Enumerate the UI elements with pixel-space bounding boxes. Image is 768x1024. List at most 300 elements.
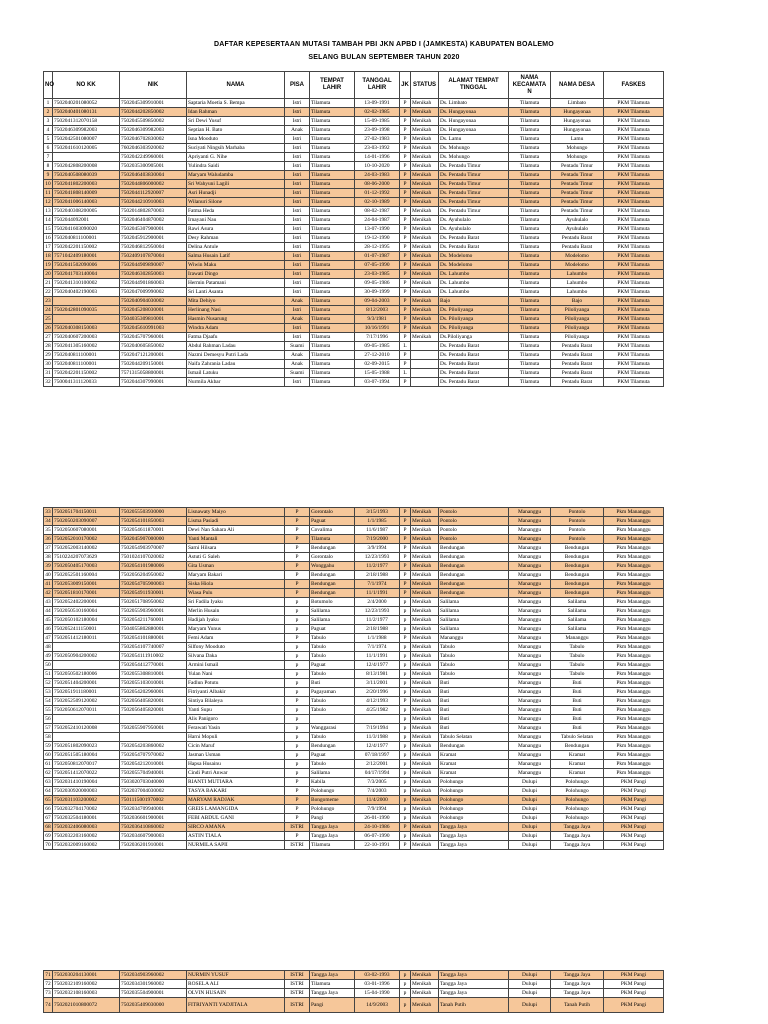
cell-kecamatan: Tilamuta (509, 315, 551, 324)
cell-pisa: p (285, 661, 310, 670)
cell-faskes: Pkm Mananggu (604, 688, 664, 697)
cell-status: Menikah (411, 234, 439, 243)
cell-tanggal-lahir: 9/3/1981 (355, 315, 400, 324)
cell-nik: 7502056405820001 (120, 697, 187, 706)
cell-alamat: Ds. Hungayonaa (439, 108, 509, 117)
header-jk: JK (400, 72, 411, 99)
cell-tempat-lahir: Bendungan (310, 580, 355, 589)
cell-tanggal-lahir: 14-01-1996 (355, 153, 400, 162)
cell-tempat-lahir: Bongomeme (310, 796, 355, 805)
cell-jk: P (400, 288, 411, 297)
cell-tempat-lahir: Tilamuta (310, 306, 355, 315)
cell-pisa: Istri (285, 270, 310, 279)
cell-kecamatan: Mananggu (509, 751, 551, 760)
cell-status: Menikah (411, 805, 439, 814)
table-row (44, 342, 664, 351)
cell-jk: P (400, 252, 411, 261)
cell-faskes: Pkm Mananggu (604, 733, 664, 742)
cell-tempat-lahir: Tangga Jaya (310, 823, 355, 832)
cell-status: Menikah (411, 99, 439, 108)
cell-nama: Irnayani Nau (187, 216, 285, 225)
cell-nama: Irawati Dingo (187, 270, 285, 279)
cell-desa: Polohungo (551, 787, 604, 796)
cell-jk: P (400, 171, 411, 180)
cell-kecamatan: Tilamuta (509, 360, 551, 369)
cell-no: 63 (45, 779, 51, 785)
cell-desa: Bendungan (551, 580, 604, 589)
cell-faskes: PKM Tilamuta (604, 180, 664, 189)
cell-status: Menikah (411, 252, 439, 261)
cell-alamat: Ds. Pentadu Barat (439, 234, 509, 243)
table-row (44, 535, 664, 544)
cell-faskes: PKM Tilamuta (604, 324, 664, 333)
cell-faskes: PKM Tilamuta (604, 99, 664, 108)
document-subtitle: SELANG BULAN SEPTEMBER TAHUN 2020 (308, 54, 460, 61)
cell-nama: ASTIN TIALA (187, 832, 285, 841)
cell-no-kk: 7502052501160004 (53, 571, 120, 580)
cell-jk: p (400, 715, 411, 724)
table-row (44, 706, 664, 715)
cell-nik: 7502042249960001 (120, 153, 187, 162)
cell-jk: p (400, 688, 411, 697)
cell-no: 51 (45, 671, 51, 677)
cell-no-kk: 7502051412180011 (53, 634, 120, 643)
cell-no: 72 (45, 981, 51, 987)
cell-alamat: Tabulo (439, 661, 509, 670)
cell-alamat: Ds. Mohungo (439, 144, 509, 153)
table-row (44, 562, 664, 571)
cell-alamat: Ds. Modelomo (439, 252, 509, 261)
cell-status: Menikah (411, 144, 439, 153)
cell-no-kk: 7500041311120033 (53, 378, 120, 387)
cell-faskes: Pkm Mananggu (604, 715, 664, 724)
cell-desa: Modelomo (551, 261, 604, 270)
cell-status: Menikah (411, 535, 439, 544)
cell-alamat: Pontolo (439, 508, 509, 517)
table-row (44, 144, 664, 153)
cell-alamat: Buti (439, 715, 509, 724)
cell-nama: GREIS LAMANGIDA (187, 805, 285, 814)
cell-tanggal-lahir: 22-10-1991 (355, 841, 400, 850)
cell-alamat: Tangga Jaya (439, 823, 509, 832)
cell-kecamatan: Mananggu (509, 679, 551, 688)
cell-tanggal-lahir: 01-12-1992 (355, 189, 400, 198)
cell-alamat: Pontolo (439, 517, 509, 526)
cell-jk: p (400, 598, 411, 607)
cell-alamat: Ds. Hungayonaa (439, 126, 509, 135)
cell-status: Menikah (411, 751, 439, 760)
cell-nama: Maryam Yunus (187, 625, 285, 634)
cell-pisa: P (285, 697, 310, 706)
cell-faskes: PKM Tilamuta (604, 306, 664, 315)
cell-nik: 7502056405820001 (120, 706, 187, 715)
cell-kecamatan: Mananggu (509, 643, 551, 652)
cell-tanggal-lahir: 12/4/1977 (355, 742, 400, 751)
cell-desa: Pentadu Barat (551, 234, 604, 243)
cell-faskes: PKM Pangi (604, 980, 664, 989)
cell-alamat: Bendungan (439, 544, 509, 553)
cell-no: 10 (45, 181, 51, 187)
cell-tanggal-lahir: 11/2/1977 (355, 616, 400, 625)
cell-alamat: Buti (439, 697, 509, 706)
cell-nik: 7502055503930000 (120, 508, 187, 517)
cell-nama: SIRCO AMANA (187, 823, 285, 832)
cell-alamat: Salilama (439, 616, 509, 625)
cell-desa: Pentadu Barat (551, 243, 604, 252)
cell-pisa: ISTRI (285, 823, 310, 832)
table-row (44, 580, 664, 589)
cell-alamat: Buti (439, 679, 509, 688)
cell-no: 15 (45, 226, 51, 232)
cell-desa: Limbato (551, 99, 604, 108)
cell-jk: P (400, 234, 411, 243)
cell-nik: 7502045208030001 (120, 306, 187, 315)
cell-desa: Pontolo (551, 517, 604, 526)
cell-alamat: Bendungan (439, 562, 509, 571)
cell-pisa: ISTRI (285, 841, 310, 850)
cell-status: Menikah (411, 207, 439, 216)
table-row (44, 634, 664, 643)
cell-no: 13 (45, 208, 51, 214)
cell-nik: 7502014802870003 (120, 207, 187, 216)
cell-nama: Silfony Mooduto (187, 643, 285, 652)
cell-tanggal-lahir: 03-02-1993 (355, 971, 400, 980)
cell-tanggal-lahir: 8/13/1981 (355, 670, 400, 679)
cell-pisa: Istri (285, 216, 310, 225)
cell-kecamatan: Tilamuta (509, 108, 551, 117)
cell-nama: Gita Usman (187, 562, 285, 571)
cell-nik: 7502044806000002 (120, 180, 187, 189)
table-row (44, 360, 664, 369)
table-row (44, 832, 664, 841)
cell-tempat-lahir: Botumolo (310, 598, 355, 607)
cell-kecamatan: Mananggu (509, 544, 551, 553)
cell-no-kk: 7502042501080007 (53, 135, 120, 144)
cell-no-kk: 7502050904200002 (53, 652, 120, 661)
cell-jk: P (400, 216, 411, 225)
cell-tanggal-lahir: 11/2/1977 (355, 562, 400, 571)
header-tanggal-lahir: TANGGAL LAHIR (355, 72, 400, 99)
cell-faskes: Pkm Mananggu (604, 553, 664, 562)
cell-pisa: Istri (285, 180, 310, 189)
cell-status: Menikah (411, 989, 439, 998)
cell-tanggal-lahir: 04/17/1994 (355, 769, 400, 778)
cell-nik: 7502409107870004 (120, 252, 187, 261)
cell-desa: Kramat (551, 760, 604, 769)
cell-desa: Pentadu Timur (551, 162, 604, 171)
cell-tempat-lahir: Tilamuta (310, 243, 355, 252)
cell-alamat: Bendungan (439, 742, 509, 751)
cell-nik: 7501024107020002 (120, 553, 187, 562)
cell-nik: 7502056204950002 (120, 571, 187, 580)
cell-nama: Armini Ismail (187, 661, 285, 670)
cell-desa: Mohungo (551, 144, 604, 153)
cell-jk: P (400, 189, 411, 198)
cell-faskes: Pkm Mananggu (604, 589, 664, 598)
cell-desa: Pentadu Timur (551, 189, 604, 198)
cell-nik: 7502034903960002 (120, 971, 187, 980)
cell-status: Menikah (411, 189, 439, 198)
cell-desa: Hungayonaa (551, 126, 604, 135)
cell-faskes: PKM Pangi (604, 778, 664, 787)
cell-alamat: Ds. Piloliyanga (439, 324, 509, 333)
cell-kecamatan: Dulupi (509, 989, 551, 998)
cell-status: Menikah (411, 688, 439, 697)
cell-nik: 7502046403830004 (120, 171, 187, 180)
cell-jk: P (400, 580, 411, 589)
cell-no-kk (53, 715, 120, 724)
table-row (44, 989, 664, 998)
cell-tanggal-lahir: 2/4/2000 (355, 598, 400, 607)
cell-jk: P (400, 634, 411, 643)
cell-nik: 7502055704940001 (120, 769, 187, 778)
cell-pisa: Istri (285, 171, 310, 180)
cell-pisa: Istri (285, 189, 310, 198)
cell-nik: 7502044901860003 (120, 279, 187, 288)
cell-tempat-lahir: Tilamuta (310, 144, 355, 153)
cell-jk: P (400, 324, 411, 333)
cell-tanggal-lahir (355, 715, 400, 724)
cell-kecamatan: Mananggu (509, 598, 551, 607)
cell-faskes: Pkm Mananggu (604, 607, 664, 616)
cell-tempat-lahir: Tilamuta (310, 369, 355, 378)
cell-tanggal-lahir: 12/4/1977 (355, 661, 400, 670)
cell-nama: Herlinang Nasi (187, 306, 285, 315)
cell-kecamatan: Tilamuta (509, 126, 551, 135)
cell-desa: Pentadu Timur (551, 198, 604, 207)
cell-status: Menikah (411, 715, 439, 724)
cell-faskes: PKM Tilamuta (604, 207, 664, 216)
table-row (44, 180, 664, 189)
cell-no: 47 (45, 635, 51, 641)
cell-faskes: PKM Tilamuta (604, 360, 664, 369)
cell-alamat: Ds. Limbato (439, 99, 509, 108)
cell-nik: 7502045307900001 (120, 225, 187, 234)
cell-nama: NURMIN YUSUF (187, 971, 285, 980)
cell-jk: L (400, 342, 411, 351)
table-row (44, 189, 664, 198)
cell-tempat-lahir: Tilamuta (310, 198, 355, 207)
cell-nik: 7504055802880001 (120, 625, 187, 634)
cell-desa: Pentadu Timur (551, 171, 604, 180)
cell-no: 28 (45, 343, 51, 349)
cell-tempat-lahir: Bendungan (310, 544, 355, 553)
cell-tempat-lahir: Tilamuta (310, 189, 355, 198)
cell-nama: Septian H. Bato (187, 126, 285, 135)
cell-kecamatan: Tilamuta (509, 153, 551, 162)
header-no-kk: NO KK (53, 72, 120, 99)
cell-pisa: Suami (285, 369, 310, 378)
cell-nik: 7502045907000000 (120, 535, 187, 544)
cell-tempat-lahir: Pangi (310, 998, 355, 1013)
cell-tanggal-lahir: 02-09-2015 (355, 360, 400, 369)
cell-no: 66 (45, 806, 51, 812)
cell-no: 34 (45, 518, 51, 524)
cell-pisa: ISTRI (285, 989, 310, 998)
cell-alamat: Bajo (439, 297, 509, 306)
cell-pisa: p (285, 724, 310, 733)
cell-no: 14 (45, 217, 51, 223)
table-row (44, 243, 664, 252)
cell-no: 56 (45, 716, 51, 722)
cell-tanggal-lahir: 08-02-1987 (355, 207, 400, 216)
cell-faskes: PKM Tilamuta (604, 171, 664, 180)
cell-alamat: Ds. Pentadu Timur (439, 189, 509, 198)
cell-no-kk: 7571042409180001 (53, 252, 120, 261)
cell-status: Menikah (411, 616, 439, 625)
cell-nama: NURMILA SAPII (187, 841, 285, 850)
cell-status: Menikah (411, 225, 439, 234)
header-pisa: PISA (285, 72, 310, 99)
cell-no-kk: 7502050405170003 (53, 562, 120, 571)
cell-alamat: Tangga Jaya (439, 841, 509, 850)
cell-jk: P (400, 135, 411, 144)
cell-tanggal-lahir: 7/19/2000 (355, 535, 400, 544)
cell-nama: Cicin Maruf (187, 742, 285, 751)
cell-desa: Buti (551, 688, 604, 697)
cell-desa: Salilama (551, 607, 604, 616)
cell-desa: Tabulo (551, 652, 604, 661)
table-row (44, 162, 664, 171)
table-row (44, 153, 664, 162)
cell-nik (120, 733, 187, 742)
cell-pisa: Istri (285, 108, 310, 117)
cell-kecamatan: Dulupi (509, 980, 551, 989)
cell-status: Menikah (411, 760, 439, 769)
cell-tanggal-lahir: 02-10-1989 (355, 198, 400, 207)
cell-desa: Lahumbo (551, 279, 604, 288)
cell-alamat: Salilama (439, 607, 509, 616)
cell-nik: 7501115001970002 (120, 796, 187, 805)
cell-alamat: Ds.Piloliyanga (439, 333, 509, 342)
cell-no: 68 (45, 824, 51, 830)
cell-tempat-lahir: Tilamuta (310, 108, 355, 117)
cell-tanggal-lahir: 12/23/1993 (355, 553, 400, 562)
cell-desa: Tabulo Selatan (551, 733, 604, 742)
cell-nama: Yanti Supu (187, 706, 285, 715)
cell-faskes: PKM Tilamuta (604, 216, 664, 225)
cell-desa: Bendungan (551, 742, 604, 751)
cell-alamat: Ds. Pentadu Timur (439, 180, 509, 189)
cell-jk: p (400, 787, 411, 796)
cell-kecamatan: Mananggu (509, 742, 551, 751)
cell-no-kk: 7510224207073629 (53, 553, 120, 562)
cell-tempat-lahir: Tabulo (310, 733, 355, 742)
cell-no-kk: 7502030204130001 (53, 971, 120, 980)
cell-nik: 7502044210910003 (120, 198, 187, 207)
cell-tanggal-lahir: 11/3/1988 (355, 733, 400, 742)
cell-pisa: p (285, 643, 310, 652)
cell-status: Menikah (411, 679, 439, 688)
cell-jk: p (400, 998, 411, 1013)
cell-no: 16 (45, 235, 51, 241)
table-row (44, 688, 664, 697)
cell-status: Menikah (411, 787, 439, 796)
cell-tempat-lahir: Wanggarasi (310, 724, 355, 733)
cell-no-kk: 7502052411150001 (53, 625, 120, 634)
cell-kecamatan: Tilamuta (509, 117, 551, 126)
cell-status: Menikah (411, 652, 439, 661)
cell-nik: 7502054101880001 (120, 634, 187, 643)
cell-nik: 7502054705900003 (120, 580, 187, 589)
cell-no-kk: 7502041808140009 (53, 189, 120, 198)
header-status: STATUS (411, 72, 439, 99)
cell-status: Menikah (411, 333, 439, 342)
cell-jk: P (400, 571, 411, 580)
cell-no: 40 (45, 572, 51, 578)
cell-no: 39 (45, 563, 51, 569)
cell-alamat: Buti (439, 688, 509, 697)
cell-tempat-lahir: Tilamuta (310, 351, 355, 360)
cell-pisa: p (285, 769, 310, 778)
cell-no: 48 (45, 644, 51, 650)
table-row (44, 769, 664, 778)
cell-desa: Piloliyanga (551, 315, 604, 324)
cell-desa: Lahumbo (551, 288, 604, 297)
cell-pisa: P (285, 535, 310, 544)
cell-jk: L (400, 369, 411, 378)
cell-nama: Sarni Hilsara (187, 544, 285, 553)
cell-alamat: Ds. Pentadu Barat (439, 378, 509, 387)
cell-jk: p (400, 805, 411, 814)
cell-tempat-lahir: Tilamuta (310, 234, 355, 243)
cell-no-kk: 7502051911180001 (53, 688, 120, 697)
cell-tanggal-lahir: 24-10-1986 (355, 823, 400, 832)
cell-desa: Pentadu Barat (551, 378, 604, 387)
cell-no: 6 (44, 144, 53, 153)
cell-pisa: P (285, 508, 310, 517)
cell-alamat: Ds. Pentadu Barat (439, 369, 509, 378)
cell-alamat: Ds. Lahumbo (439, 288, 509, 297)
cell-nama: Sri Wahyuni Lagili (187, 180, 285, 189)
cell-pisa: Istri (285, 153, 310, 162)
cell-nik: 7502046302850003 (120, 270, 187, 279)
cell-tanggal-lahir: 7/1/1974 (355, 643, 400, 652)
cell-faskes: PKM Tilamuta (604, 234, 664, 243)
cell-tanggal-lahir: 7/1/1974 (355, 580, 400, 589)
cell-no-kk: 7502042808200008 (53, 162, 120, 171)
cell-tanggal-lahir: 02-02-1985 (355, 108, 400, 117)
cell-no-kk (53, 315, 120, 324)
cell-pisa: Anak (285, 126, 310, 135)
cell-pisa: ISTRI (285, 998, 310, 1013)
cell-status: Menikah (411, 625, 439, 634)
cell-tempat-lahir: Paguat (310, 517, 355, 526)
cell-nik: 7502055308810001 (120, 670, 187, 679)
cell-kecamatan: Tilamuta (509, 342, 551, 351)
cell-tanggal-lahir: 2/20/1996 (355, 688, 400, 697)
cell-faskes: PKM Tilamuta (604, 117, 664, 126)
cell-pisa: P (285, 787, 310, 796)
cell-nama: Sintiya Bilaleya (187, 697, 285, 706)
cell-pisa: Istri (285, 261, 310, 270)
cell-kecamatan: Tilamuta (509, 180, 551, 189)
cell-nama: FITRIYANTI YADJITALA (187, 998, 285, 1013)
cell-tempat-lahir: Gorontalo (310, 508, 355, 517)
cell-jk: P (400, 261, 411, 270)
cell-pisa: p (285, 733, 310, 742)
cell-faskes: Pkm Mananggu (604, 670, 664, 679)
cell-alamat: Salilama (439, 625, 509, 634)
cell-kecamatan: Mananggu (509, 607, 551, 616)
cell-no: 58 (45, 734, 51, 740)
cell-faskes: Pkm Mananggu (604, 751, 664, 760)
cell-no-kk: 7502041312070158 (53, 117, 120, 126)
cell-nama: Apriyanti G. Nihe (187, 153, 285, 162)
cell-no: 24 (45, 307, 51, 313)
table-row (44, 980, 664, 989)
cell-status (411, 360, 439, 369)
